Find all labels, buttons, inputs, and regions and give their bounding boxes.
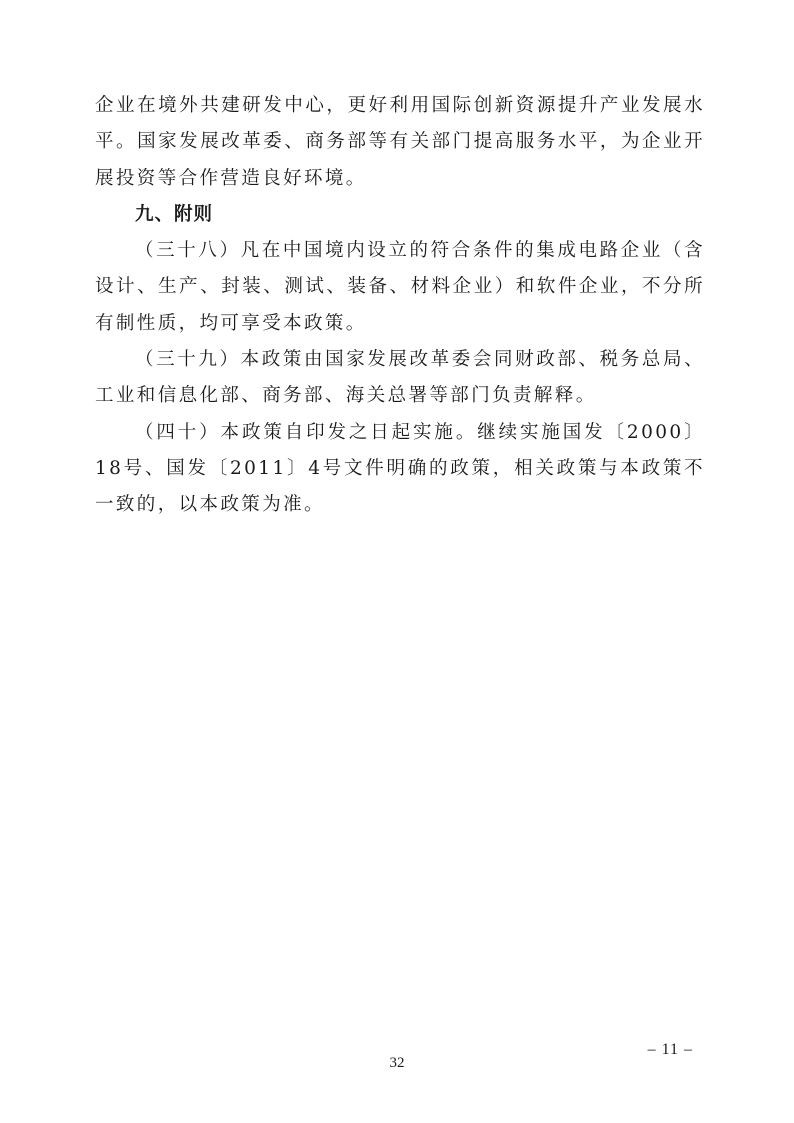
clause-40: （四十）本政策自印发之日起实施。继续实施国发〔2000〕18号、国发〔2011〕4号文件明确的政策，相关政策与本政策不一致的，以本政策为准。 [95, 421, 705, 516]
clause-38: （三十八）凡在中国境内设立的符合条件的集成电路企业（含设计、生产、封装、测试、装备、材料企业）和软件企业，不分所有制性质，均可享受本政策。 [95, 240, 705, 334]
continuation-paragraph: 企业在境外共建研发中心，更好利用国际创新资源提升产业发展水平。国家发展改革委、商务部等有关部门提高服务水平，为企业开展投资等合作营造良好环境。 [95, 95, 705, 189]
page-number-inner: – 11 – [647, 1041, 693, 1058]
clause-39: （三十九）本政策由国家发展改革委会同财政部、税务总局、工业和信息化部、商务部、海关总署等部门负责解释。 [95, 349, 705, 407]
document-body [95, 88, 705, 524]
page-number-outer: 32 [389, 1055, 405, 1071]
section-heading: 九、附则 [135, 203, 214, 225]
